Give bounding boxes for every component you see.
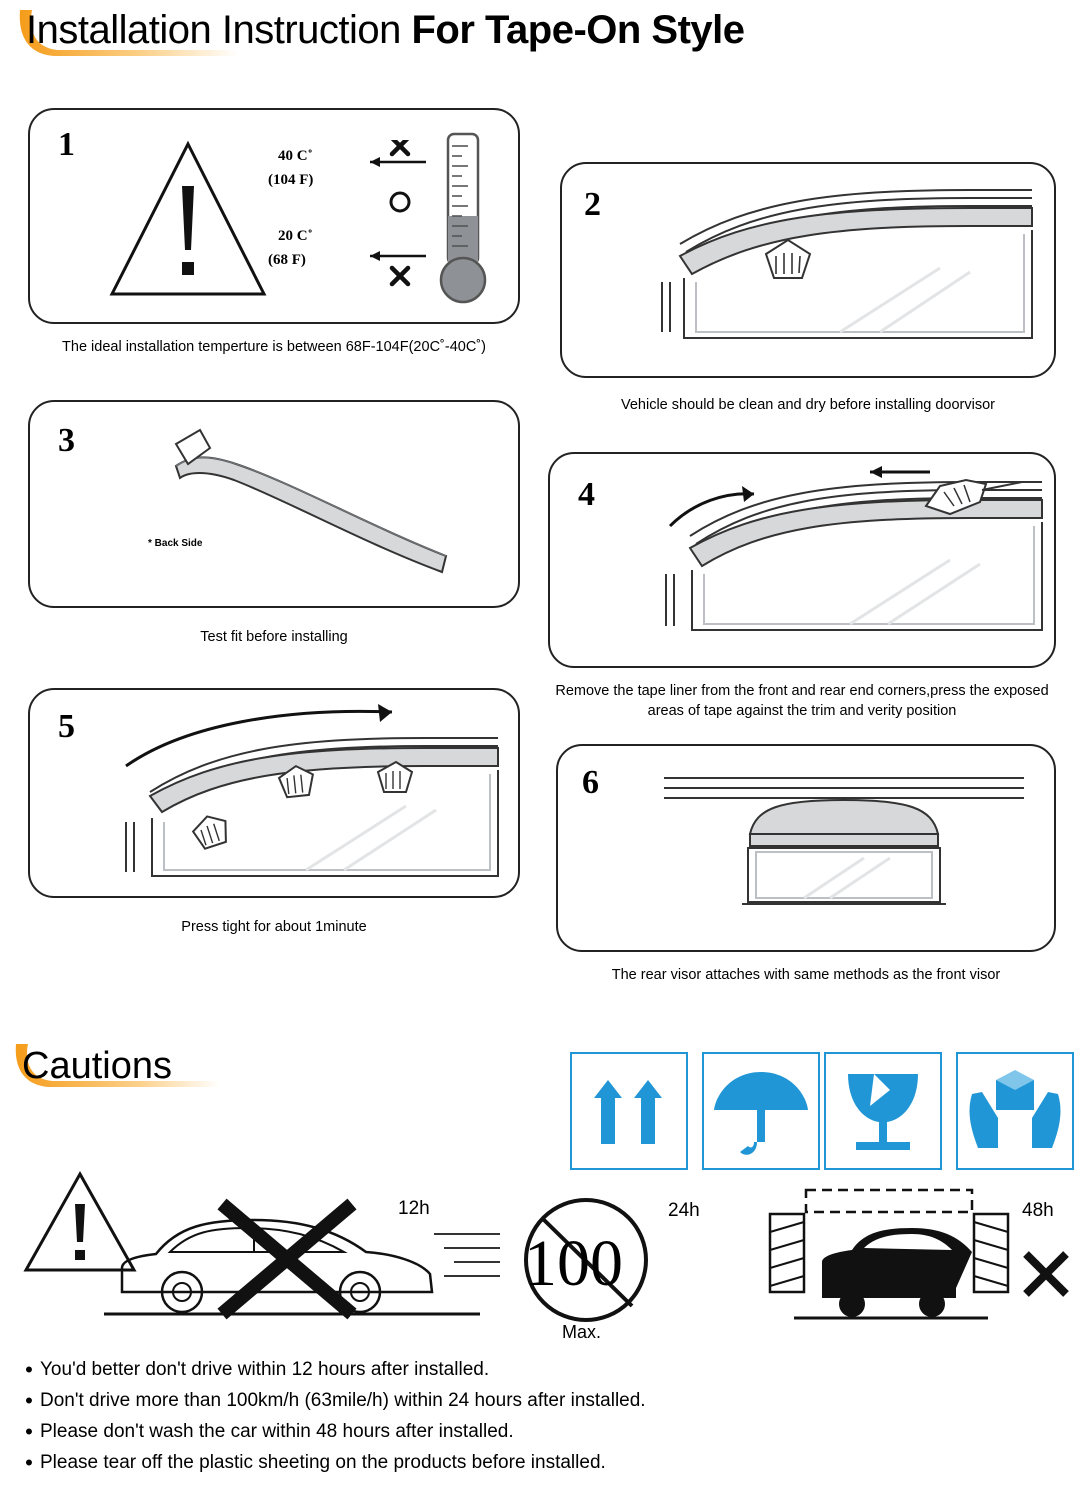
step-1-panel: [28, 108, 520, 324]
step-5-caption: Press tight for about 1minute: [181, 919, 367, 935]
list-item: [18, 1451, 1058, 1475]
no-wash-hours-label: 48h: [1022, 1200, 1054, 1221]
this-side-up-icon: [572, 1054, 686, 1168]
bullet-text: You'd better don't drive within 12 hours after installed.: [40, 1359, 490, 1380]
step-6-caption: The rear visor attaches with same methods as the front visor: [611, 967, 1001, 983]
no-drive-hours-label: 12h: [398, 1198, 430, 1219]
keep-dry-umbrella-icon: [704, 1054, 818, 1168]
step-3-panel: [28, 400, 520, 608]
temp-high-celsius-label: 40 C˚: [278, 148, 313, 164]
fragile-glass-icon-box: [824, 1052, 942, 1170]
step-6-panel: [556, 744, 1056, 952]
handle-with-care-icon-box: [956, 1052, 1074, 1170]
bullet-text: Please don't wash the car within 48 hours after installed.: [40, 1421, 514, 1442]
thermometer-icon: [430, 128, 504, 308]
step-4-illustration: [630, 462, 1050, 662]
keep-dry-umbrella-icon-box: [702, 1052, 820, 1170]
no-drive-12h-illustration: [104, 1186, 504, 1336]
step-1-number: 1: [58, 126, 75, 163]
page-title: [26, 8, 745, 53]
step-3-illustration: [140, 420, 470, 590]
step-6-illustration: [654, 762, 1034, 942]
warning-triangle-icon: [108, 138, 268, 302]
temp-low-celsius-label: 20 C˚: [278, 228, 313, 244]
step-4-panel: [548, 452, 1056, 668]
page-header: [0, 0, 1084, 72]
cautions-title: Cautions: [22, 1045, 172, 1087]
temp-low-fahrenheit-label: (68 F): [268, 252, 306, 268]
step-2-number: 2: [584, 186, 601, 223]
step-1-caption: The ideal installation temperture is between 68F-104F(20C˚-40C˚): [62, 339, 486, 355]
cautions-bullet-list: [18, 1358, 1058, 1482]
step-3-number: 3: [58, 422, 75, 459]
speed-max-label: Max.: [562, 1322, 602, 1342]
step-2-panel: [560, 162, 1056, 378]
step-5-illustration: [106, 696, 506, 896]
handle-with-care-icon: [958, 1054, 1072, 1168]
step-2-caption: Vehicle should be clean and dry before installing doorvisor: [620, 397, 995, 413]
step-4-number: 4: [578, 476, 595, 513]
step-5-panel: [28, 688, 520, 898]
step-3-caption: Test fit before installing: [200, 629, 348, 645]
bullet-text: Please tear off the plastic sheeting on the products before installed.: [40, 1452, 606, 1473]
this-side-up-icon-box: [570, 1052, 688, 1170]
back-side-label: * Back Side: [148, 538, 203, 549]
list-item: [18, 1420, 1058, 1444]
bullet-point-icon: •: [25, 1419, 33, 1444]
no-wash-x-icon: [1020, 1248, 1072, 1300]
bullet-point-icon: •: [25, 1357, 33, 1382]
fragile-glass-icon: [826, 1054, 940, 1168]
list-item: [18, 1358, 1058, 1382]
speed-hours-label: 24h: [668, 1200, 700, 1221]
no-car-wash-illustration: [760, 1184, 1020, 1334]
temp-high-fahrenheit-label: (104 F): [268, 172, 314, 188]
step-4-caption: Remove the tape liner from the front and rear end corners,press the exposed areas of tape against the trim and verity position: [555, 683, 1049, 719]
bullet-point-icon: •: [25, 1388, 33, 1413]
page-title-part-2: For Tape-On Style: [411, 8, 745, 52]
step-2-illustration: [640, 182, 1040, 362]
page-title-part-1: Installation Instruction: [26, 8, 412, 52]
bullet-text: Don't drive more than 100km/h (63mile/h) within 24 hours after installed.: [40, 1390, 646, 1411]
step-6-number: 6: [582, 764, 599, 801]
bullet-point-icon: •: [25, 1450, 33, 1475]
list-item: [18, 1389, 1058, 1413]
step-5-number: 5: [58, 708, 75, 745]
speed-value-label: 100: [524, 1227, 623, 1300]
